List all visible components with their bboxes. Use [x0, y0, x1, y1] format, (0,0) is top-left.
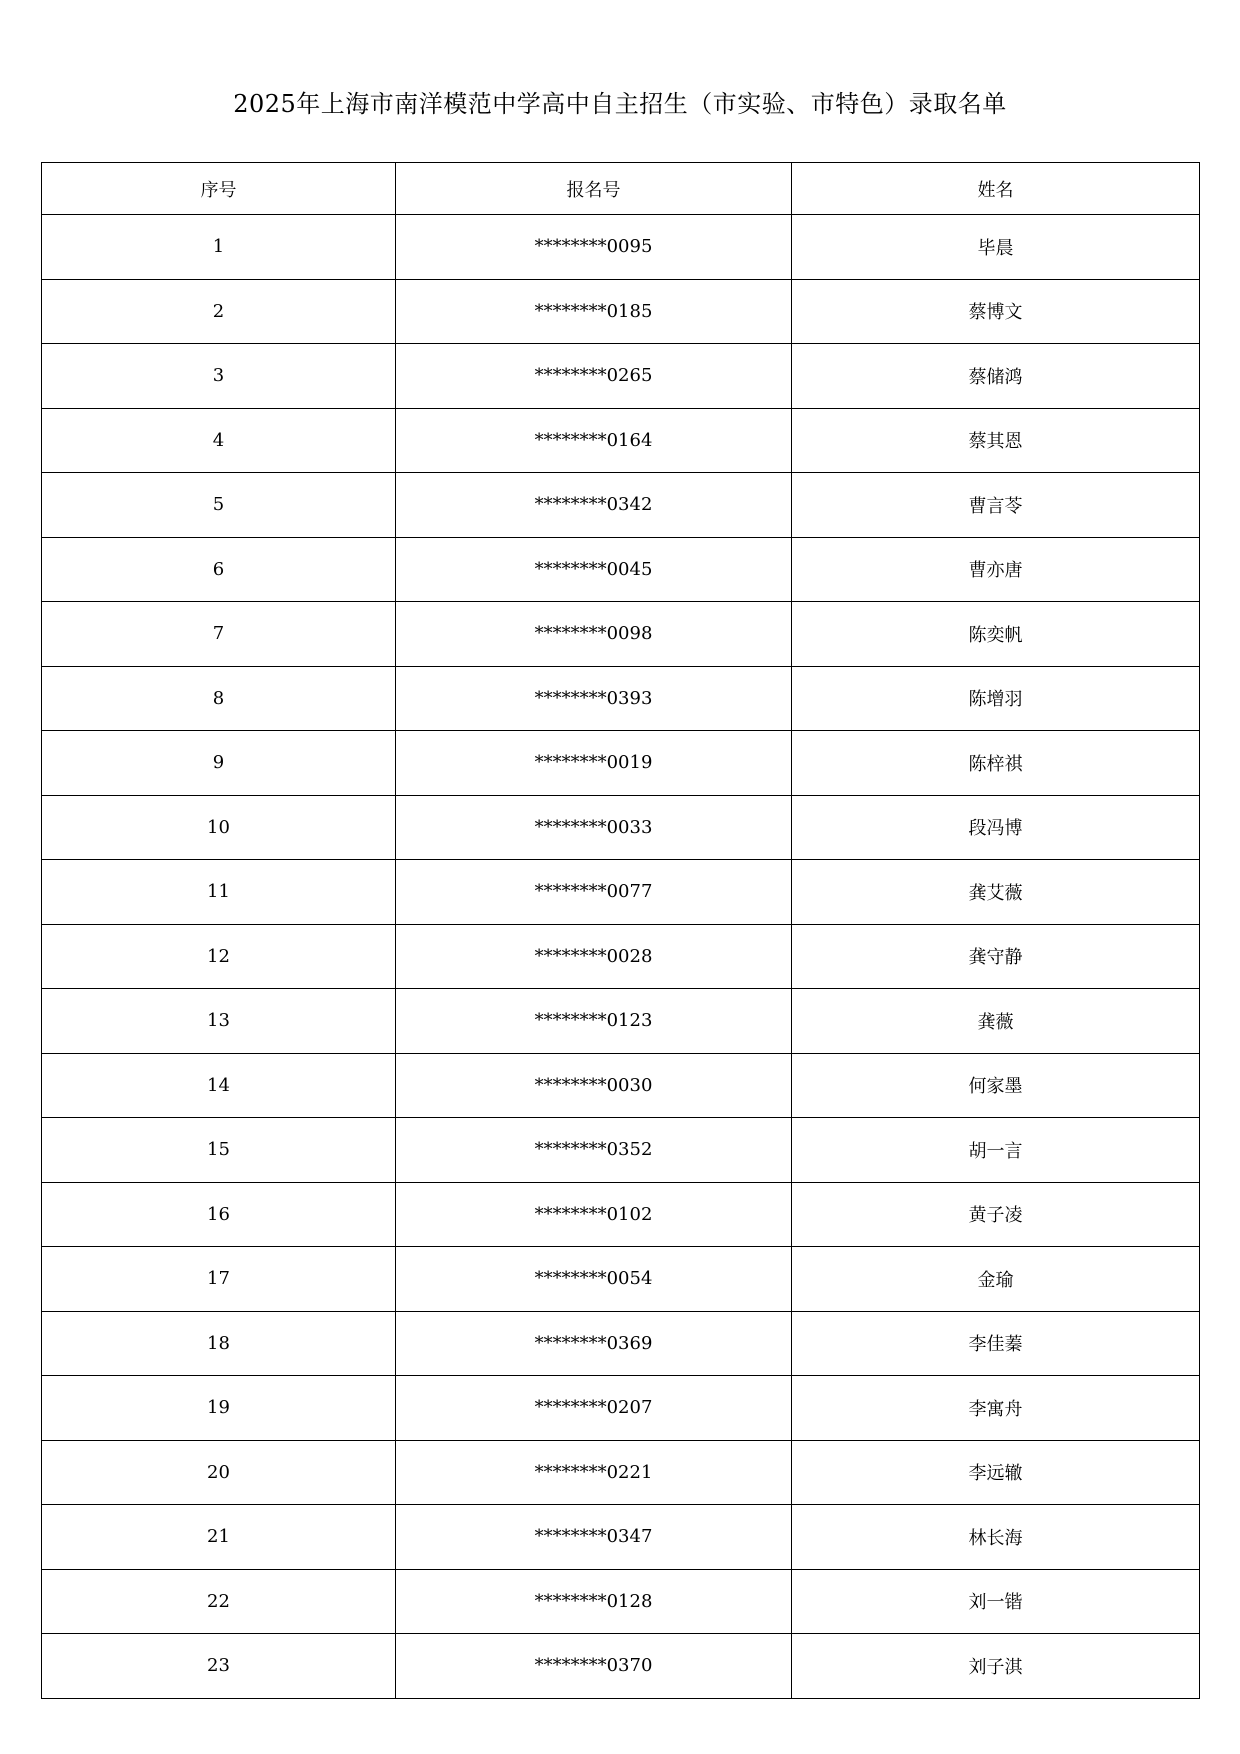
- table-row: [42, 1376, 1200, 1441]
- cell-seq: 23: [42, 1634, 396, 1699]
- page-title: 2025年上海市南洋模范中学高中自主招生（市实验、市特色）录取名单: [233, 90, 1007, 118]
- cell-seq: 22: [42, 1569, 396, 1634]
- cell-name: 李远辙: [792, 1440, 1200, 1505]
- cell-seq: 1: [42, 215, 396, 280]
- cell-name: 金瑜: [792, 1247, 1200, 1312]
- cell-registration-number: ********0019: [396, 731, 792, 796]
- cell-registration-number: ********0098: [396, 602, 792, 667]
- cell-name: 曹言苓: [792, 473, 1200, 538]
- table-row: [42, 215, 1200, 280]
- table-row: [42, 1505, 1200, 1570]
- cell-name: 毕晨: [792, 215, 1200, 280]
- table-row: [42, 473, 1200, 538]
- cell-registration-number: ********0077: [396, 860, 792, 925]
- table-row: [42, 344, 1200, 409]
- table-row: [42, 924, 1200, 989]
- cell-registration-number: ********0342: [396, 473, 792, 538]
- table-row: [42, 1182, 1200, 1247]
- cell-name: 李佳蓁: [792, 1311, 1200, 1376]
- table-row: [42, 1247, 1200, 1312]
- cell-registration-number: ********0033: [396, 795, 792, 860]
- table-body: [42, 215, 1200, 1699]
- cell-name: 龚守静: [792, 924, 1200, 989]
- cell-seq: 18: [42, 1311, 396, 1376]
- table-row: [42, 602, 1200, 667]
- cell-name: 陈奕帆: [792, 602, 1200, 667]
- cell-registration-number: ********0054: [396, 1247, 792, 1312]
- cell-seq: 11: [42, 860, 396, 925]
- cell-registration-number: ********0102: [396, 1182, 792, 1247]
- cell-seq: 3: [42, 344, 396, 409]
- header-seq: 序号: [42, 163, 396, 215]
- cell-name: 段冯博: [792, 795, 1200, 860]
- cell-name: 蔡博文: [792, 279, 1200, 344]
- table-row: [42, 1118, 1200, 1183]
- cell-seq: 19: [42, 1376, 396, 1441]
- cell-seq: 16: [42, 1182, 396, 1247]
- cell-registration-number: ********0095: [396, 215, 792, 280]
- table-row: [42, 666, 1200, 731]
- cell-registration-number: ********0352: [396, 1118, 792, 1183]
- cell-name: 何家墨: [792, 1053, 1200, 1118]
- cell-name: 曹亦唐: [792, 537, 1200, 602]
- header-name: 姓名: [792, 163, 1200, 215]
- cell-seq: 10: [42, 795, 396, 860]
- table-row: [42, 1053, 1200, 1118]
- cell-name: 胡一言: [792, 1118, 1200, 1183]
- cell-seq: 17: [42, 1247, 396, 1312]
- header-registration-number: 报名号: [396, 163, 792, 215]
- cell-seq: 21: [42, 1505, 396, 1570]
- cell-seq: 20: [42, 1440, 396, 1505]
- table-row: [42, 1311, 1200, 1376]
- cell-seq: 7: [42, 602, 396, 667]
- cell-name: 龚薇: [792, 989, 1200, 1054]
- cell-seq: 12: [42, 924, 396, 989]
- cell-registration-number: ********0030: [396, 1053, 792, 1118]
- cell-name: 黄子凌: [792, 1182, 1200, 1247]
- cell-name: 蔡其恩: [792, 408, 1200, 473]
- cell-registration-number: ********0347: [396, 1505, 792, 1570]
- table-row: [42, 989, 1200, 1054]
- cell-name: 李寓舟: [792, 1376, 1200, 1441]
- table-row: [42, 1634, 1200, 1699]
- table-row: [42, 731, 1200, 796]
- table-row: [42, 860, 1200, 925]
- cell-registration-number: ********0265: [396, 344, 792, 409]
- cell-seq: 4: [42, 408, 396, 473]
- cell-name: 蔡储鸿: [792, 344, 1200, 409]
- cell-registration-number: ********0207: [396, 1376, 792, 1441]
- cell-seq: 8: [42, 666, 396, 731]
- cell-seq: 9: [42, 731, 396, 796]
- cell-seq: 14: [42, 1053, 396, 1118]
- cell-registration-number: ********0128: [396, 1569, 792, 1634]
- cell-registration-number: ********0185: [396, 279, 792, 344]
- cell-seq: 15: [42, 1118, 396, 1183]
- cell-name: 林长海: [792, 1505, 1200, 1570]
- cell-seq: 5: [42, 473, 396, 538]
- cell-name: 刘一锴: [792, 1569, 1200, 1634]
- cell-registration-number: ********0045: [396, 537, 792, 602]
- cell-name: 陈增羽: [792, 666, 1200, 731]
- cell-registration-number: ********0164: [396, 408, 792, 473]
- admission-table: [41, 162, 1200, 1699]
- cell-seq: 13: [42, 989, 396, 1054]
- table-header-row: [42, 163, 1200, 215]
- table-row: [42, 279, 1200, 344]
- cell-name: 刘子淇: [792, 1634, 1200, 1699]
- table-row: [42, 1569, 1200, 1634]
- cell-name: 龚艾薇: [792, 860, 1200, 925]
- cell-seq: 2: [42, 279, 396, 344]
- cell-seq: 6: [42, 537, 396, 602]
- cell-registration-number: ********0123: [396, 989, 792, 1054]
- cell-registration-number: ********0221: [396, 1440, 792, 1505]
- table-row: [42, 537, 1200, 602]
- cell-registration-number: ********0369: [396, 1311, 792, 1376]
- cell-registration-number: ********0393: [396, 666, 792, 731]
- cell-name: 陈梓祺: [792, 731, 1200, 796]
- cell-registration-number: ********0028: [396, 924, 792, 989]
- table-row: [42, 408, 1200, 473]
- table-row: [42, 1440, 1200, 1505]
- table-row: [42, 795, 1200, 860]
- cell-registration-number: ********0370: [396, 1634, 792, 1699]
